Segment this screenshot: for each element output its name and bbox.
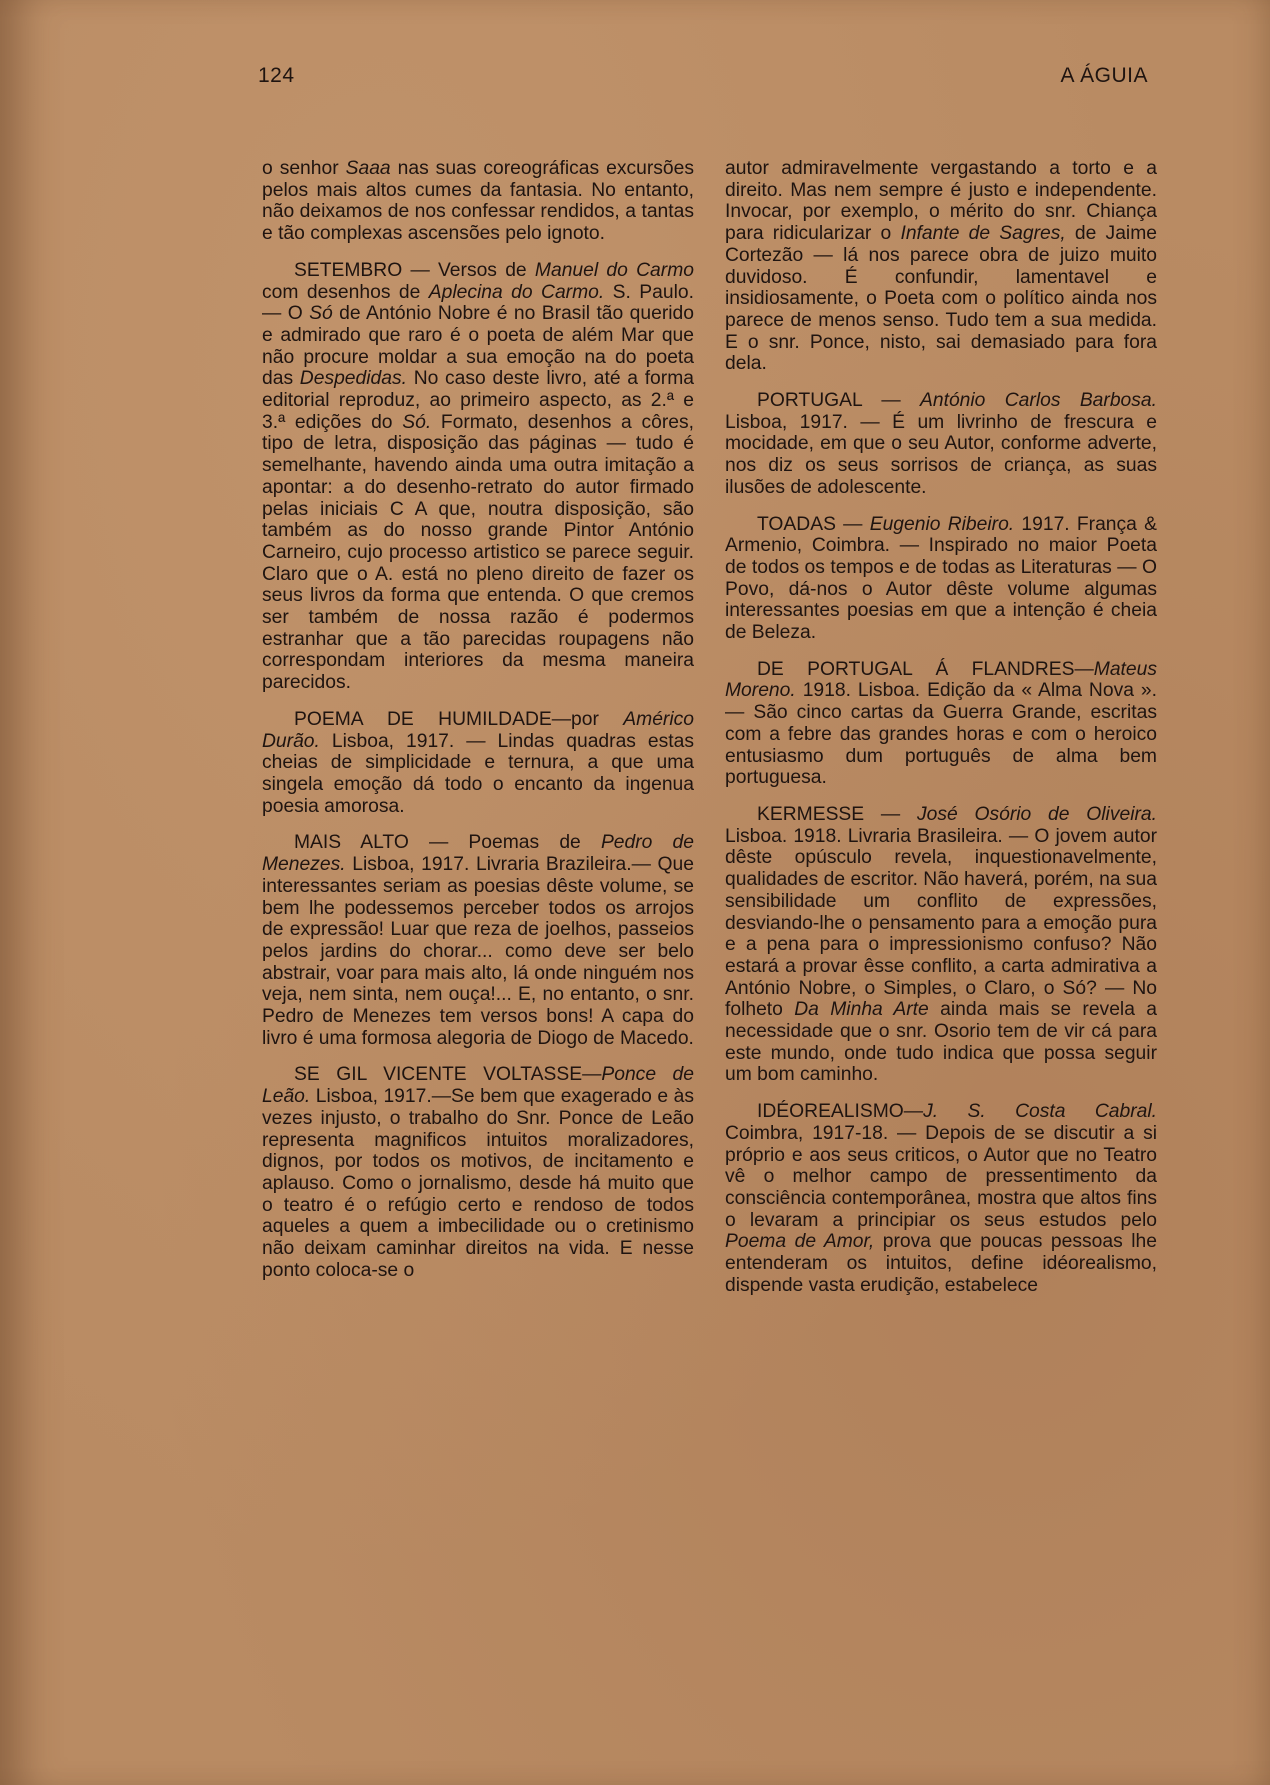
italic-title: Despedidas. bbox=[299, 368, 407, 390]
text-run: SE GIL VICENTE VOLTASSE— bbox=[294, 1064, 602, 1086]
paragraph bbox=[262, 158, 694, 245]
text-run: SETEMBRO — Versos de bbox=[294, 259, 535, 281]
text-run: TOADAS — bbox=[757, 513, 870, 535]
review-entry bbox=[262, 1064, 694, 1281]
italic-title: Américo Durão. bbox=[262, 708, 694, 752]
page-header bbox=[258, 64, 1148, 94]
left-column bbox=[262, 158, 694, 1281]
text-run: Coimbra, 1917-18. — Depois de se discutir a si próprio e aos seus criticos, o Autor que no Teatro vê o melhor campo de pressentimento da consciência contemporânea, mostra que altos fins o levaram a principiar os seus estudos pelo bbox=[725, 1122, 1157, 1231]
text-run: PORTUGAL — bbox=[757, 390, 920, 412]
text-run: Lisboa, 1917. — É um livrinho de frescura e mocidade, em que o seu Autor, conforme adverte, nos diz os seus sorrisos de criança, as suas ilusões de adolescente. bbox=[725, 411, 1157, 498]
italic-title: Só. bbox=[402, 411, 432, 433]
italic-title: Poema de Amor, bbox=[725, 1231, 875, 1253]
paragraph bbox=[725, 158, 1157, 375]
italic-title: Ponce de Leão. bbox=[262, 1064, 694, 1108]
text-run: No caso deste livro, até a forma editorial reproduz, ao primeiro aspecto, as 2.ª e 3.ª edições do bbox=[262, 368, 694, 433]
review-entry bbox=[725, 804, 1157, 1086]
review-entry bbox=[725, 390, 1157, 499]
italic-title: Aplecina do Carmo. bbox=[428, 281, 605, 303]
review-entry bbox=[725, 1101, 1157, 1296]
text-run: DE PORTUGAL Á FLANDRES— bbox=[757, 658, 1094, 680]
italic-title: Eugenio Ribeiro. bbox=[869, 513, 1015, 535]
text-run: Lisboa. 1918. Livraria Brasileira. — O jovem autor dêste opúsculo revela, inquestionavelmente, qualidades de escritor. Não haverá, porém, na sua sensibilidade um conflito de expressões, desviando-lhe o pensamento para a emoção pura e a pena para o impressionismo confuso? Não estará a provar êsse conflito, a carta admirativa a António Nobre, o Simples, o Claro, o Só? — No folheto bbox=[725, 825, 1157, 1021]
text-run: Lisboa, 1917. — Lindas quadras estas cheias de simplicidade e ternura, a que uma singela emoção dá todo o encanto da ingenua poesia amorosa. bbox=[262, 730, 694, 817]
italic-title: Só bbox=[309, 303, 333, 325]
review-entry bbox=[725, 659, 1157, 789]
text-run: ainda mais se revela a necessidade que o snr. Osorio tem de vir cá para este mundo, onde tudo indica que possa seguir um bom caminho. bbox=[725, 999, 1157, 1086]
italic-title: Pedro de Menezes. bbox=[262, 832, 694, 876]
italic-title: António Carlos Barbosa. bbox=[920, 390, 1157, 412]
review-entry bbox=[262, 709, 694, 818]
text-run: POEMA DE HUMILDADE—por bbox=[294, 708, 624, 730]
text-run: IDÉOREALISMO— bbox=[757, 1101, 924, 1123]
text-run: com desenhos de bbox=[262, 281, 429, 303]
text-run: 1918. Lisboa. Edição da « Alma Nova ». — São cinco cartas da Guerra Grande, escritas com a febre das grandes horas e com o heroico entusiasmo dum português de alma bem portuguesa. bbox=[725, 680, 1157, 789]
text-run: de Jaime Cortezão — lá nos parece obra de juizo muito duvidoso. É confundir, lamentavel e insidiosamente, o Poeta com o político ainda nos parece de menos senso. Tudo tem a sua medida. E o snr. Ponce, nisto, sai demasiado para fora dela. bbox=[725, 223, 1157, 375]
italic-title: José Osório de Oliveira. bbox=[916, 803, 1157, 825]
text-run: Formato, desenhos a côres, tipo de letra, disposição das páginas — tudo é semelhante, havendo ainda uma outra imitação a apontar: a do desenho-retrato do autor firmado pelas iniciais C A que, noutra disposição, são também as do nosso grande Pintor António Carneiro, cujo processo artistico se parece seguir. Claro que o A. está no pleno direito de fazer os seus livros da forma que entenda. O que cremos ser também de nossa razão é podermos estranhar que a tão parecidas roupagens não correspondam interiores da mesma maneira parecidos. bbox=[262, 411, 694, 694]
text-run: KERMESSE — bbox=[757, 803, 917, 825]
text-run: 1917. França & Armenio, Coimbra. — Inspirado no maior Poeta de todos os tempos e de todas as Literaturas — O Povo, dá-nos o Autor dêste volume algumas interessantes poesias em que a intenção é cheia de Beleza. bbox=[725, 513, 1157, 644]
page-number: 124 bbox=[258, 64, 295, 87]
review-entry bbox=[262, 260, 694, 694]
italic-title: Mateus Moreno. bbox=[725, 658, 1157, 702]
text-run: autor admiravelmente vergastando a torto e a direito. Mas nem sempre é justo e independente. Invocar, por exemplo, o mérito do snr. Chiança para ridicularizar o bbox=[725, 158, 1157, 245]
review-entry bbox=[262, 832, 694, 1049]
italic-title: Infante de Sagres, bbox=[900, 223, 1066, 245]
review-entry bbox=[725, 514, 1157, 644]
italic-title: Saaa bbox=[345, 158, 391, 179]
right-column bbox=[725, 158, 1157, 1296]
italic-title: Da Minha Arte bbox=[794, 999, 929, 1021]
text-run: Lisboa, 1917. Livraria Brazileira.— Que interessantes seriam as poesias dêste volume, se bem lhe podessemos perceber todos os arrojos de expressão! Luar que reza de joelhos, passeios pelos jardins do chorar... como deve ser belo abstrair, voar para mais alto, lá onde ninguém nos veja, nem sinta, nem ouça!... E, no entanto, o snr. Pedro de Menezes tem versos bons! A capa do livro é uma formosa alegoria de Diogo de Macedo. bbox=[262, 854, 694, 1049]
running-title: A ÁGUIA bbox=[1060, 64, 1148, 87]
text-run: o senhor bbox=[262, 158, 346, 179]
text-run: MAIS ALTO — Poemas de bbox=[294, 832, 601, 854]
text-run: nas suas coreográficas excursões pelos mais altos cumes da fantasia. No entanto, não deixamos de nos confessar rendidos, a tantas e tão complexas ascensões pelo ignoto. bbox=[262, 158, 694, 245]
italic-title: Manuel do Carmo bbox=[534, 259, 694, 281]
text-run: prova que poucas pessoas lhe entenderam os intuitos, define idéorealismo, dispende vasta erudição, estabelece bbox=[725, 1231, 1157, 1296]
text-run: Lisboa, 1917.—Se bem que exagerado e às vezes injusto, o trabalho do Snr. Ponce de Leão representa magnificos intuitos moralizadores, dignos, por todos os motivos, de incitamento e aplauso. Como o jornalismo, desde há muito que o teatro é o refúgio certo e rendoso de todos aqueles a quem a imbecilidade ou o cretinismo não deixam caminhar direitos na vida. E nesse ponto coloca-se o bbox=[262, 1086, 694, 1281]
text-run: S. Paulo. — O bbox=[262, 281, 694, 325]
italic-title: J. S. Costa Cabral. bbox=[923, 1101, 1157, 1123]
text-run: de António Nobre é no Brasil tão querido e admirado que raro é o poeta de além Mar que não procure moldar a sua emoção na do poeta das bbox=[262, 303, 695, 390]
